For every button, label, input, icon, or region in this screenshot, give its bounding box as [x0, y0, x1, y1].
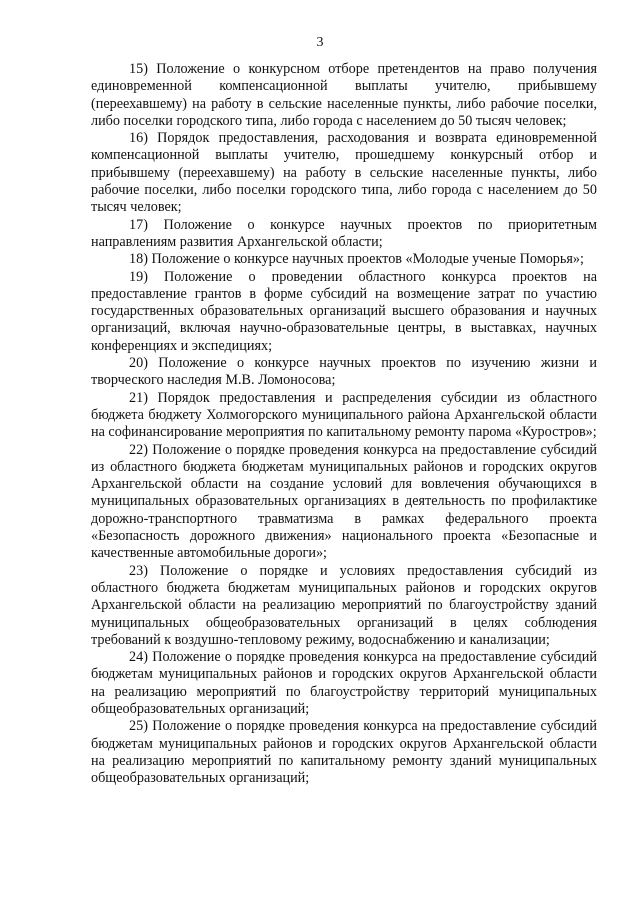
list-item-24: 24) Положение о порядке проведения конкурса на предоставление субсидий бюджетам муниципальных районов и городских округов Архангельской области на реализацию мероприятий по благоустройству территорий муниципальных общеобразовательных организаций;	[91, 649, 597, 717]
list-item-18: 18) Положение о конкурсе научных проектов «Молодые ученые Поморья»;	[129, 251, 584, 268]
list-item-15: 15) Положение о конкурсном отборе претендентов на право получения единовременной компенсационной выплаты учителю, прибывшему (переехавшему) на работу в сельские населенные пункты, либо рабочие поселки, либо поселки городского типа, либо города с населением до 50 тысяч человек;	[91, 61, 597, 129]
document-body	[91, 61, 597, 787]
list-item-22: 22) Положение о порядке проведения конкурса на предоставление субсидий из областного бюджета бюджетам муниципальных районов и городских округов Архангельской области на создание условий для вовлечения обучающихся в муниципальных образовательных организациях в деятельность по профилактике дорожно-транспортного травматизма в рамках федерального проекта «Безопасность дорожного движения» национального проекта «Безопасные и качественные автомобильные дороги»;	[91, 441, 597, 562]
list-item-19: 19) Положение о проведении областного конкурса проектов на предоставление грантов в форме субсидий на возмещение затрат по участию государственных образовательных организаций высшего образования и научных организаций, включая научно-образовательные центры, в выставках, научных конференциях и экспедициях;	[91, 268, 597, 354]
list-item-25: 25) Положение о порядке проведения конкурса на предоставление субсидий бюджетам муниципальных районов и городских округов Архангельской области на реализацию мероприятий по капитальному ремонту зданий муниципальных общеобразовательных организаций;	[91, 718, 597, 787]
list-item-21: 21) Порядок предоставления и распределения субсидии из областного бюджета бюджету Холмогорского муниципального района Архангельской области на софинансирование мероприятия по капитальному ремонту парома «Куростров»;	[91, 389, 597, 441]
list-item-17: 17) Положение о конкурсе научных проектов по приоритетным направлениям развития Архангельской области;	[91, 216, 597, 250]
list-item-20: 20) Положение о конкурсе научных проектов по изучению жизни и творческого наследия М.В. Ломоносова;	[91, 355, 597, 389]
page-number: 3	[316, 35, 324, 50]
list-item-23: 23) Положение о порядке и условиях предоставления субсидий из областного бюджета бюджетам муниципальных районов и городских округов Архангельской области на реализацию мероприятий по благоустройству зданий муниципальных общеобразовательных организаций в целях соблюдения требований к воздушно-тепловому режиму, водоснабжению и канализации;	[91, 562, 597, 648]
list-item-16: 16) Порядок предоставления, расходования и возврата единовременной компенсационной выплаты учителю, прошедшему конкурсный отбор и прибывшему (переехавшему) на работу в сельские населенные пункты, либо рабочие поселки, либо поселки городского типа, либо города с населением до 50 тысяч человек;	[91, 130, 597, 216]
